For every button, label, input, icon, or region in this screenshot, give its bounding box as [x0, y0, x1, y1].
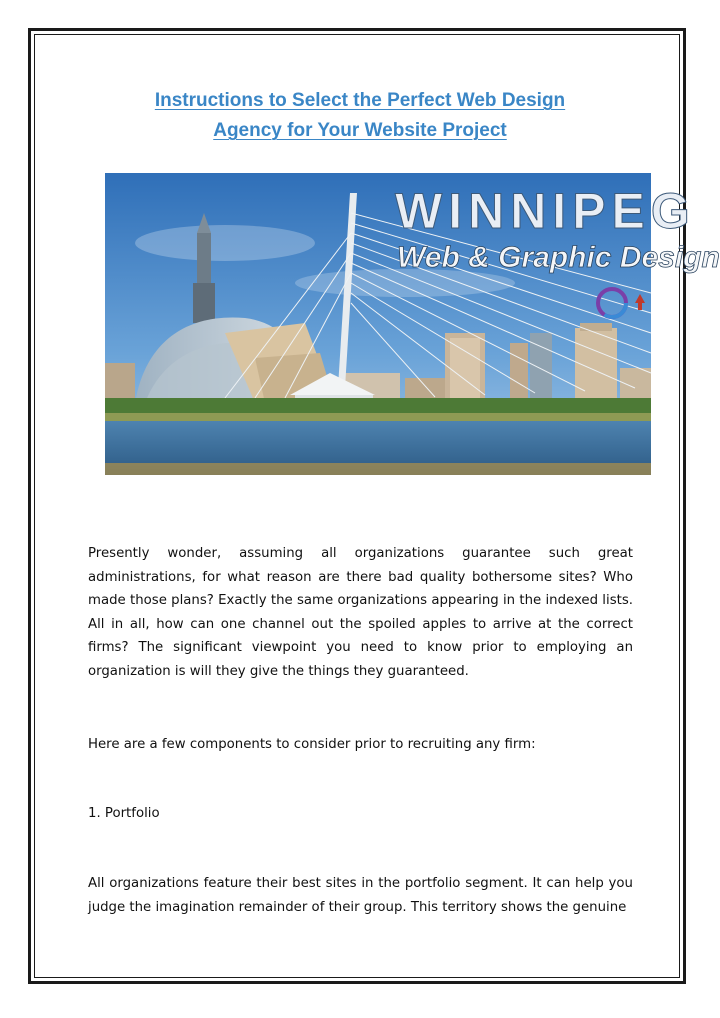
hero-image: [105, 173, 720, 475]
section-heading-portfolio: 1. Portfolio: [88, 806, 160, 821]
hero-headline: WINNIPEG: [395, 183, 696, 239]
paragraph-components: Here are a few components to consider prior to recruiting any firm:: [88, 737, 536, 752]
paragraph-intro: Presently wonder, assuming all organizations guarantee such great administrations, for what reason are there bad quality bothersome sites? Who made those plans? Exactly the same organizations appearing in the indexed lists. All in all, how can one channel out the spoiled apples to arrive at the correct firms? The significant viewpoint you need to know prior to employing an organization is will they give the things they guaranteed.: [88, 546, 633, 679]
hero-subheadline: Web & Graphic Design: [397, 241, 720, 274]
paragraph-portfolio: All organizations feature their best sites in the portfolio segment. It can help you judge the imagination remainder of their group. This territory shows the genuine: [88, 876, 633, 915]
title-line-2: Agency for Your Website Project: [213, 120, 507, 141]
title-line-1: Instructions to Select the Perfect Web Design: [154, 90, 566, 111]
document-title: [60, 86, 660, 146]
